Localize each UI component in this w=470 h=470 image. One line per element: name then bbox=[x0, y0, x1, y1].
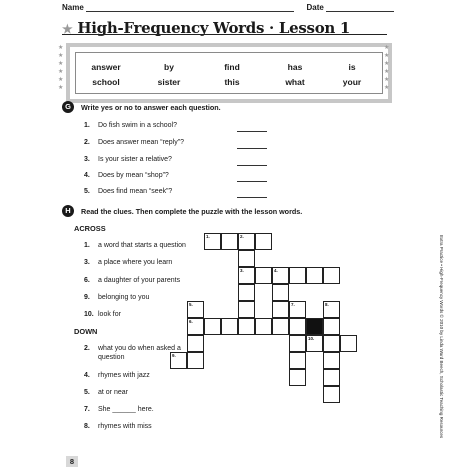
crossword-cell[interactable] bbox=[289, 369, 306, 386]
crossword-cell[interactable]: 5. bbox=[187, 301, 204, 318]
crossword-cell[interactable]: 10. bbox=[306, 335, 323, 352]
word: school bbox=[92, 77, 120, 87]
crossword-cell[interactable] bbox=[323, 318, 340, 335]
down-label: DOWN bbox=[74, 327, 98, 336]
question-item: 4. Does by mean “shop”? bbox=[84, 172, 169, 179]
word: answer bbox=[91, 62, 121, 72]
across-label: ACROSS bbox=[74, 224, 106, 233]
crossword-cell[interactable] bbox=[323, 335, 340, 352]
crossword-cell[interactable] bbox=[238, 318, 255, 335]
crossword-cell[interactable] bbox=[272, 318, 289, 335]
crossword-cell[interactable]: 4. bbox=[272, 267, 289, 284]
clue-item: 1. a word that starts a question bbox=[84, 242, 186, 249]
word: this bbox=[224, 77, 240, 87]
crossword-cell[interactable] bbox=[323, 386, 340, 403]
clue-item: 4. rhymes with jazz bbox=[84, 372, 150, 379]
decorative-stars-right: ★ ★ ★ ★ ★ ★ bbox=[384, 45, 390, 91]
clue-item: 10. look for bbox=[84, 311, 121, 318]
word: find bbox=[224, 62, 240, 72]
word: sister bbox=[157, 77, 181, 87]
clue-item: 8. rhymes with miss bbox=[84, 423, 152, 430]
question-item: 1. Do fish swim in a school? bbox=[84, 122, 177, 129]
crossword-cell[interactable] bbox=[323, 369, 340, 386]
section-badge-g: G bbox=[62, 101, 74, 113]
crossword-cell[interactable] bbox=[255, 233, 272, 250]
star-icon: ★ bbox=[62, 22, 73, 36]
clue-item: 3. a place where you learn bbox=[84, 259, 173, 266]
date-label: Date bbox=[306, 3, 324, 12]
page-number: 8 bbox=[66, 456, 78, 467]
title-main: High-Frequency Words bbox=[77, 19, 265, 37]
crossword-cell[interactable] bbox=[255, 267, 272, 284]
crossword-cell[interactable] bbox=[238, 250, 255, 267]
section-badge-h: H bbox=[62, 205, 74, 217]
question-item: 2. Does answer mean “reply”? bbox=[84, 139, 184, 146]
crossword-cell[interactable] bbox=[306, 267, 323, 284]
crossword-cell[interactable] bbox=[323, 352, 340, 369]
crossword-cell[interactable] bbox=[187, 352, 204, 369]
title-separator: · bbox=[269, 19, 274, 37]
clue-item: 9. belonging to you bbox=[84, 294, 150, 301]
crossword-cell[interactable]: 8. bbox=[323, 301, 340, 318]
title-lesson: Lesson 1 bbox=[278, 19, 351, 37]
crossword-cell[interactable]: 2. bbox=[238, 233, 255, 250]
clue-item: 6. a daughter of your parents bbox=[84, 277, 181, 284]
clue-item: 2. what you do when asked a question bbox=[84, 345, 181, 361]
word: what bbox=[285, 77, 305, 87]
crossword-cell[interactable]: 6. bbox=[187, 318, 204, 335]
crossword-cell[interactable] bbox=[187, 335, 204, 352]
side-credit-text: Extra Practice • High-Frequency Words © 2010 by Linda Ward Beech, Scholastic Teaching Resources bbox=[439, 235, 444, 439]
section-g-instruction: Write yes or no to answer each question. bbox=[81, 103, 221, 112]
crossword-cell[interactable]: 3. bbox=[238, 267, 255, 284]
word: is bbox=[348, 62, 356, 72]
section-h-instruction: Read the clues. Then complete the puzzle with the lesson words. bbox=[81, 207, 303, 216]
crossword-cell[interactable] bbox=[221, 233, 238, 250]
word: your bbox=[342, 77, 362, 87]
name-label: Name bbox=[62, 3, 84, 12]
clue-item: 5. at or near bbox=[84, 389, 128, 396]
crossword-cell[interactable]: 1. bbox=[204, 233, 221, 250]
crossword-cell[interactable] bbox=[221, 318, 238, 335]
clue-item: 7. She ______ here. bbox=[84, 406, 154, 413]
crossword-cell[interactable] bbox=[238, 284, 255, 301]
crossword-cell[interactable] bbox=[272, 284, 289, 301]
crossword-cell[interactable]: 7. bbox=[289, 301, 306, 318]
crossword-cell[interactable]: 9. bbox=[170, 352, 187, 369]
crossword-cell[interactable] bbox=[272, 301, 289, 318]
question-item: 5. Does find mean “seek”? bbox=[84, 188, 173, 195]
crossword-cell[interactable] bbox=[238, 301, 255, 318]
crossword-cell[interactable] bbox=[323, 267, 340, 284]
word: by bbox=[164, 62, 174, 72]
decorative-stars-left: ★ ★ ★ ★ ★ ★ bbox=[58, 45, 64, 91]
word: has bbox=[287, 62, 303, 72]
crossword-cell[interactable] bbox=[289, 318, 306, 335]
crossword-cell[interactable] bbox=[340, 335, 357, 352]
crossword-cell[interactable] bbox=[289, 352, 306, 369]
question-item: 3. Is your sister a relative? bbox=[84, 156, 172, 163]
crossword-cell[interactable] bbox=[289, 335, 306, 352]
crossword-cell[interactable] bbox=[255, 318, 272, 335]
crossword-cell[interactable] bbox=[289, 267, 306, 284]
crossword-black-cell bbox=[306, 318, 323, 335]
crossword-cell[interactable] bbox=[204, 318, 221, 335]
